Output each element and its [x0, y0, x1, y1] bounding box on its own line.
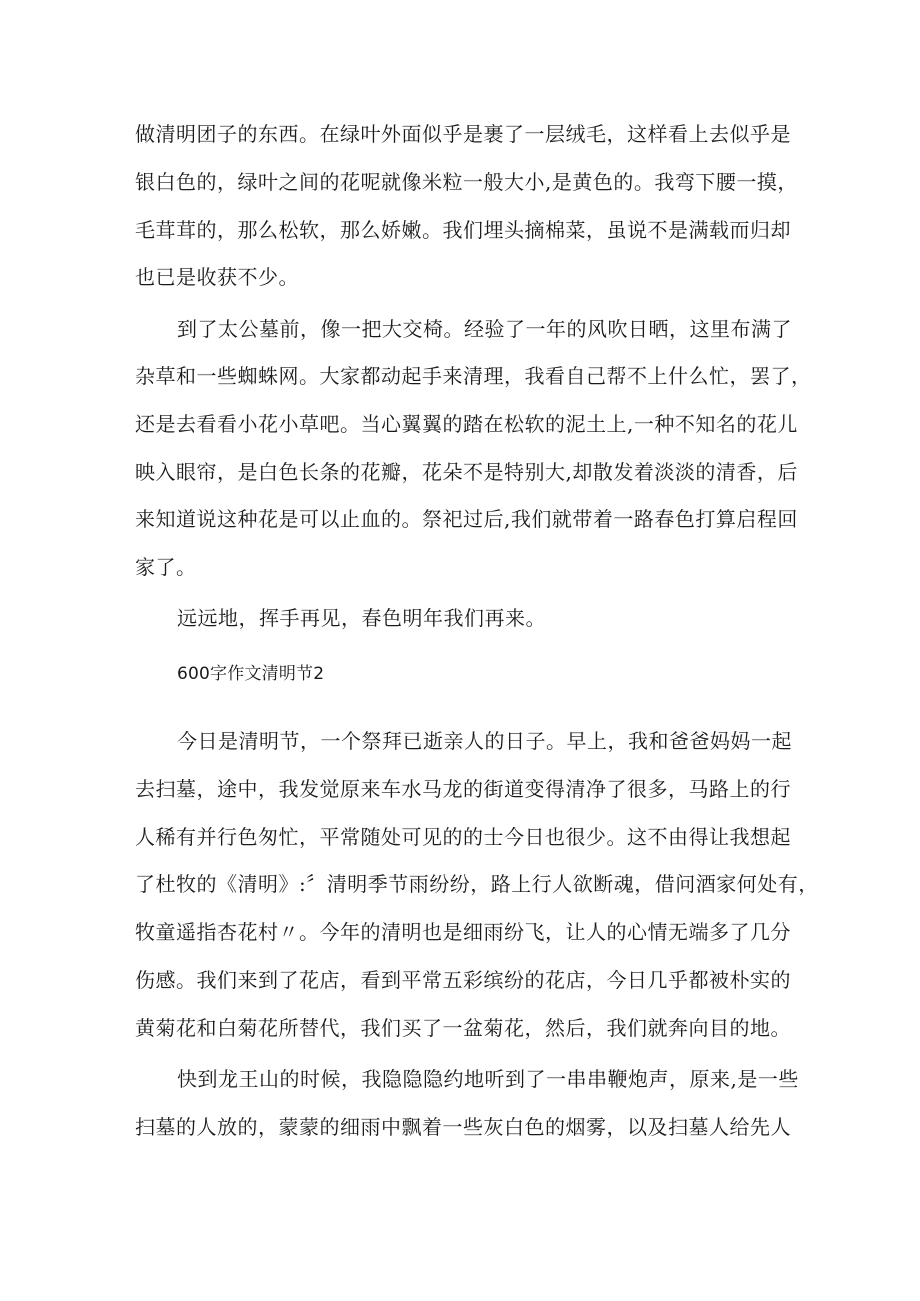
text-line: 牧童遥指杏花村〃。今年的清明也是细雨纷飞，让人的心情无端多了几分	[135, 920, 791, 944]
text-line: 家了。	[135, 555, 197, 579]
text-line: 伤感。我们来到了花店，看到平常五彩缤纷的花店，今日几乎都被朴实的	[135, 968, 791, 992]
text-line: 黄菊花和白菊花所替代，我们买了一盆菊花，然后，我们就奔向目的地。	[135, 1016, 791, 1040]
text-line: 也已是收获不少。	[135, 265, 299, 289]
text-line: 还是去看看小花小草吧。当心翼翼的踏在松软的泥土上,一种不知名的花儿	[135, 412, 798, 436]
text-line: 扫墓的人放的，蒙蒙的细雨中飘着一些灰白色的烟雾，以及扫墓人给先人	[135, 1115, 791, 1139]
text-line: 做清明团子的东西。在绿叶外面似乎是裹了一层绒毛，这样看上去似乎是	[135, 122, 791, 146]
text-line: 到了太公墓前，像一把大交椅。经验了一年的风吹日晒，这里布满了	[177, 317, 792, 341]
section-heading: 600字作文清明节2	[177, 664, 325, 684]
text-line: 来知道说这种花是可以止血的。祭祀过后,我们就带着一路春色打算启程回	[135, 507, 798, 531]
text-line: 毛茸茸的，那么松软，那么娇嫩。我们埋头摘棉菜，虽说不是满载而归却	[135, 218, 791, 242]
text-line: 映入眼帘，是白色长条的花瓣，花朵不是特别大,却散发着淡淡的清香，后	[135, 460, 798, 484]
text-line: 远远地，挥手再见，春色明年我们再来。	[177, 606, 546, 630]
text-line: 杂草和一些蜘蛛网。大家都动起手来清理，我看自己帮不上什么忙，罢了，	[135, 364, 812, 388]
text-line: 去扫墓，途中，我发觉原来车水马龙的街道变得清净了很多，马路上的行	[135, 777, 791, 801]
text-line: 今日是清明节，一个祭拜已逝亲人的日子。早上，我和爸爸妈妈一起	[177, 729, 792, 753]
text-line: 银白色的，绿叶之间的花呢就像米粒一般大小,是黄色的。我弯下腰一摸，	[135, 170, 798, 194]
text-line: 人稀有并行色匆忙，平常随处可见的的士今日也很少。这不由得让我想起	[135, 825, 791, 849]
text-line: 快到龙王山的时候，我隐隐隐约地听到了一串串鞭炮声，原来,是一些	[177, 1067, 799, 1091]
text-line: 了杜牧的《清明》:〞清明季节雨纷纷，路上行人欲断魂，借问酒家何处有，	[135, 872, 819, 896]
